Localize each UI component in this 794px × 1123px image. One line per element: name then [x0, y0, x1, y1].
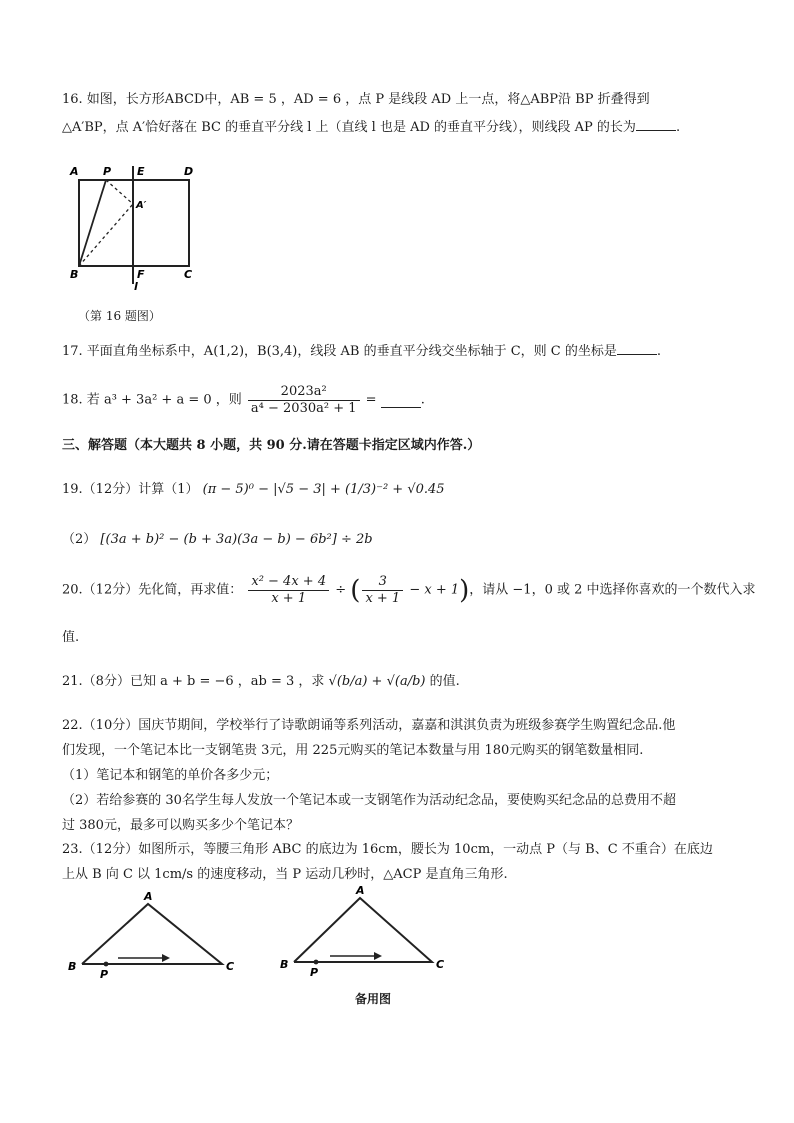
- label-p: P: [103, 165, 112, 178]
- q20-denominator2: x + 1: [365, 591, 401, 606]
- segment-pa-prime: [106, 180, 133, 204]
- arrow-head-spare: [374, 952, 382, 960]
- label-a-prime: A′: [136, 200, 147, 211]
- answer-blank: [636, 116, 676, 131]
- q19-part1: [62, 480, 445, 500]
- q21-expr: √(b/a) + √(a/b): [328, 674, 426, 689]
- q18-line: [62, 384, 425, 417]
- answer-blank: [381, 393, 421, 408]
- q17-line: [62, 340, 661, 362]
- arrow-head: [162, 954, 170, 962]
- q23-line2: 上从 B 向 C 以 1cm/s 的速度移动，当 P 运动几秒时，△ACP 是直角三角形.: [62, 867, 508, 882]
- q20-lparen: (: [350, 575, 361, 606]
- q18-denominator: a⁴ − 2030a² + 1: [250, 401, 357, 416]
- q17-text: 17. 平面直角坐标系中，A(1,2)，B(3,4)，线段 AB 的垂直平分线交坐标轴于 C，则 C 的坐标是: [62, 344, 617, 359]
- label-c: C: [184, 268, 193, 281]
- triangle-abc-spare: [294, 898, 432, 962]
- q23-figure-spare: [276, 884, 466, 982]
- q20-rparen: ): [459, 575, 470, 606]
- label-e: E: [137, 165, 145, 178]
- q20-fraction2: [362, 574, 403, 607]
- q18-numerator: 2023a²: [248, 384, 360, 401]
- q18-fraction: [248, 384, 360, 417]
- q18-end: .: [420, 392, 425, 408]
- q20-div: ÷: [335, 582, 347, 598]
- segment-bp: [79, 180, 106, 266]
- q20-line2: 值.: [62, 630, 80, 645]
- q18-prefix: 18. 若 a³ + 3a² + a = 0 ，则: [62, 392, 242, 408]
- label-b: B: [70, 268, 79, 281]
- point-p: [104, 962, 109, 967]
- q20-denominator1: x + 1: [271, 591, 307, 606]
- segment-ba-prime: [79, 204, 133, 266]
- q22-line1: 22.（10分）国庆节期间，学校举行了诗歌朗诵等系列活动，嘉嘉和淇淇负责为班级参赛学生购置纪念品.他: [62, 718, 676, 733]
- q16-line1: 16. 如图，长方形ABCD中，AB = 5 ，AD = 6 ，点 P 是线段 AD 上一点，将△ABP沿 BP 折叠得到: [62, 92, 650, 107]
- q17-end: .: [656, 344, 662, 359]
- q22-line2: 们发现，一个笔记本比一支钢笔贵 3元，用 225元购买的笔记本数量与用 180元购买的钢笔数量相同.: [62, 743, 644, 758]
- q16-line2-text: △A′BP，点 A′恰好落在 BC 的垂直平分线 l 上（直线 l 也是 AD 的垂直平分线），则线段 AP 的长为: [62, 120, 636, 135]
- q16-line2: [62, 116, 680, 138]
- q20-fraction1: [248, 574, 329, 607]
- q21-end: 的值.: [429, 674, 460, 689]
- q23-line1: 23.（12分）如图所示，等腰三角形 ABC 的底边为 16cm，腰长为 10cm，一动点 P（与 B、C 不重合）在底边: [62, 842, 713, 857]
- label-b-spare: B: [280, 958, 289, 971]
- q23-figure-main: [66, 890, 256, 982]
- label-l: l: [134, 280, 138, 292]
- answer-blank: [617, 340, 657, 355]
- q19-part2: [62, 530, 373, 550]
- q22-line4: （2）若给参赛的 30名学生每人发放一个笔记本或一支钢笔作为活动纪念品，要使购买纪念品的总费用不超: [62, 793, 676, 808]
- label-c: C: [226, 960, 235, 973]
- triangle-abc: [82, 904, 222, 964]
- q16-end: .: [675, 120, 681, 135]
- q19-part2-label: （2）: [62, 532, 97, 547]
- label-a: A: [70, 165, 79, 178]
- q22-line5: 过 380元，最多可以购买多少个笔记本？: [62, 818, 299, 833]
- q20-numerator1: x² − 4x + 4: [248, 574, 329, 591]
- label-a-spare: A: [356, 884, 365, 897]
- q20-rest: ，请从 −1，0 或 2 中选择你喜欢的一个数代入求: [469, 582, 756, 598]
- label-a: A: [144, 890, 153, 903]
- q22-line3: （1）笔记本和钢笔的单价各多少元；: [62, 768, 279, 783]
- q19-expr2: [(3a + b)² − (b + 3a)(3a − b) − 6b²] ÷ 2b: [100, 532, 373, 547]
- q19-expr1: (π − 5)⁰ − |√5 − 3| + (1/3)⁻² + √0.45: [202, 482, 445, 497]
- q23-caption: 备用图: [355, 992, 392, 1006]
- label-d: D: [184, 165, 194, 178]
- q18-eq: =: [365, 392, 377, 408]
- label-p: P: [100, 968, 109, 981]
- label-c-spare: C: [436, 958, 445, 971]
- label-b: B: [68, 960, 77, 973]
- q16-caption: （第 16 题图）: [78, 309, 161, 323]
- q20-tail: − x + 1: [405, 582, 460, 598]
- q20-label: 20.（12分）先化简，再求值：: [62, 582, 243, 598]
- q16-figure: [66, 160, 206, 292]
- point-p-spare: [314, 960, 319, 965]
- label-p-spare: P: [310, 966, 319, 979]
- q19-label: 19.（12分）计算（1）: [62, 482, 199, 497]
- q21-label: 21.（8分）已知 a + b = −6 ，ab = 3 ，求: [62, 674, 325, 689]
- section-3-title: 三、解答题（本大题共 8 小题，共 90 分.请在答题卡指定区域内作答.）: [62, 438, 481, 453]
- q20-line: [62, 574, 756, 607]
- q21-line: [62, 672, 460, 692]
- label-f: F: [137, 268, 145, 281]
- q20-numerator2: 3: [362, 574, 403, 591]
